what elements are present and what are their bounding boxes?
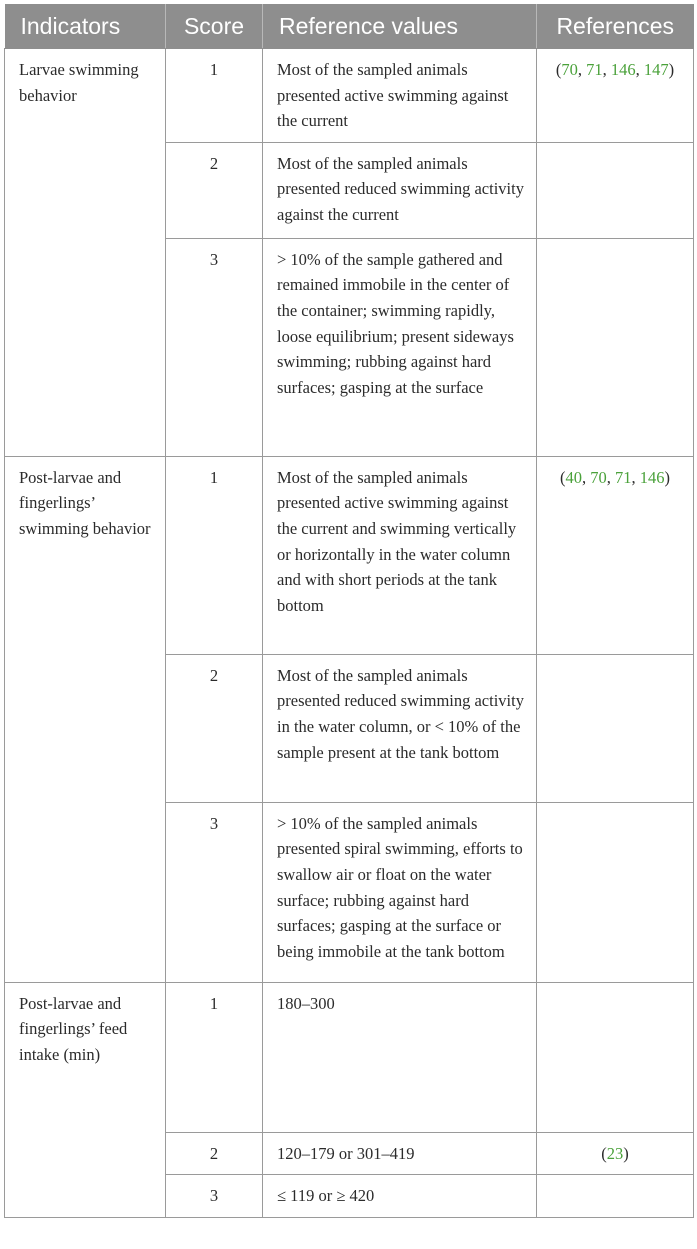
reference-punctuation: ): [623, 1143, 629, 1163]
reference-link[interactable]: 70: [561, 60, 578, 79]
reference-value-cell: > 10% of the sampled animals presented spiral swimming, efforts to swallow air or float on the water surface; rubbing against hard surfaces; gasping at the surface or being immobile at the tank bottom: [263, 802, 537, 982]
header-references: References: [537, 4, 694, 49]
table-row: [5, 456, 694, 654]
table-header: [5, 4, 694, 49]
references-cell: [537, 49, 694, 143]
table-body: [5, 49, 694, 1218]
score-cell: 1: [166, 49, 263, 143]
header-score: Score: [166, 4, 263, 49]
reference-punctuation: ,: [602, 60, 611, 79]
indicator-cell: Post-larvae and fingerlings’ feed intake (min): [5, 982, 166, 1217]
reference-punctuation: (: [555, 60, 562, 79]
reference-value-cell: Most of the sampled animals presented reduced swimming activity against the current: [263, 142, 537, 238]
reference-punctuation: ,: [606, 467, 615, 487]
reference-punctuation: (: [560, 467, 566, 487]
indicators-table: [4, 4, 694, 1218]
header-row: [5, 4, 694, 49]
reference-link[interactable]: 70: [590, 467, 607, 487]
reference-link[interactable]: 71: [615, 467, 632, 487]
score-cell: 3: [166, 238, 263, 456]
table-row: [5, 982, 694, 1132]
reference-link[interactable]: 71: [586, 60, 603, 79]
score-cell: 2: [166, 142, 263, 238]
table-row: [5, 49, 694, 143]
reference-link[interactable]: 146: [639, 467, 665, 487]
references-cell: [537, 1132, 694, 1175]
references-cell: [537, 456, 694, 654]
reference-link[interactable]: 147: [643, 60, 669, 79]
reference-punctuation: ,: [582, 467, 591, 487]
references-cell: [537, 1175, 694, 1218]
reference-punctuation: ,: [635, 60, 644, 79]
reference-punctuation: ): [668, 60, 675, 79]
reference-value-cell: 120–179 or 301–419: [263, 1132, 537, 1175]
header-reference-values: Reference values: [263, 4, 537, 49]
indicator-cell: Larvae swimming behavior: [5, 49, 166, 457]
score-cell: 1: [166, 982, 263, 1132]
score-cell: 2: [166, 1132, 263, 1175]
reference-link[interactable]: 23: [606, 1143, 624, 1163]
reference-link[interactable]: 40: [565, 467, 582, 487]
score-cell: 3: [166, 802, 263, 982]
references-cell: [537, 982, 694, 1132]
reference-value-cell: > 10% of the sample gathered and remained immobile in the center of the container; swimming rapidly, loose equilibrium; present sideways swimming; rubbing against hard surfaces; gasping at the surface: [263, 238, 537, 456]
reference-value-cell: ≤ 119 or ≥ 420: [263, 1175, 537, 1218]
reference-value-cell: Most of the sampled animals presented active swimming against the current and swimming vertically or horizontally in the water column and with short periods at the tank bottom: [263, 456, 537, 654]
reference-punctuation: ,: [577, 60, 587, 79]
reference-value-cell: Most of the sampled animals presented active swimming against the current: [263, 49, 537, 143]
reference-punctuation: ): [664, 467, 670, 487]
reference-value-cell: 180–300: [263, 982, 537, 1132]
references-cell: [537, 654, 694, 802]
references-cell: [537, 802, 694, 982]
reference-value-cell: Most of the sampled animals presented reduced swimming activity in the water column, or < 10% of the sample present at the tank bottom: [263, 654, 537, 802]
reference-punctuation: (: [601, 1143, 607, 1163]
score-cell: 1: [166, 456, 263, 654]
reference-punctuation: ,: [631, 467, 640, 487]
references-cell: [537, 142, 694, 238]
score-cell: 2: [166, 654, 263, 802]
indicator-cell: Post-larvae and fingerlings’ swimming behavior: [5, 456, 166, 982]
references-cell: [537, 238, 694, 456]
reference-link[interactable]: 146: [610, 60, 636, 79]
score-cell: 3: [166, 1175, 263, 1218]
header-indicators: Indicators: [5, 4, 166, 49]
